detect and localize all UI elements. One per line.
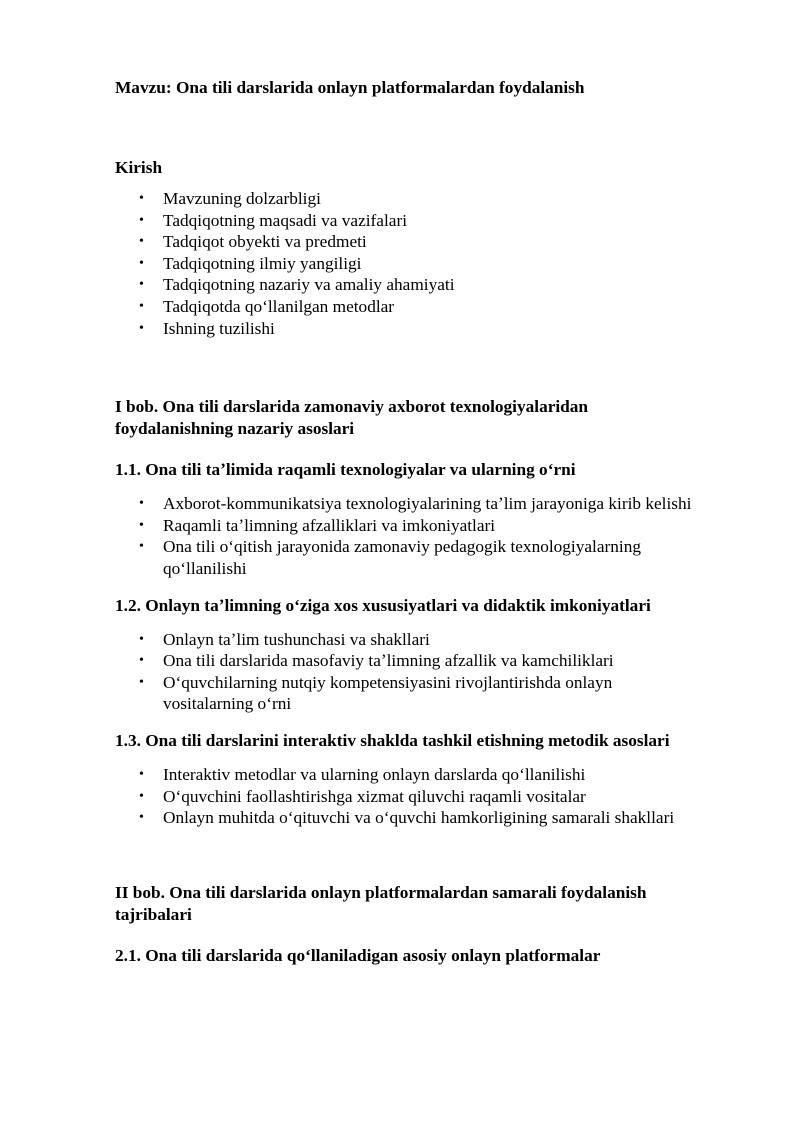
bullet-icon: •	[139, 517, 144, 533]
bullet-icon: •	[139, 298, 144, 314]
list-item: • Oʻquvchini faollashtirishga xizmat qiluvchi raqamli vositalar	[139, 786, 586, 806]
list-item: • Ona tili darslarida masofaviy taʼlimning afzallik va kamchiliklari	[139, 651, 614, 671]
list-item: • Ishning tuzilishi	[139, 318, 275, 338]
list-item: • Mavzuning dolzarbligi	[139, 189, 321, 208]
bullet-icon: •	[139, 539, 144, 555]
section-1-2-list	[115, 629, 745, 715]
bullet-icon: •	[139, 810, 144, 826]
list-item: • Tadqiqotning ilmiy yangiligi	[139, 253, 362, 273]
bullet-icon: •	[139, 496, 144, 512]
list-item: • Onlayn taʼlim tushunchasi va shakllari	[139, 629, 430, 649]
bullet-icon: •	[139, 191, 144, 206]
chapter2-heading-line2: tajribalari	[115, 904, 192, 924]
list-item: • Tadqiqotning maqsadi va vazifalari	[139, 210, 408, 230]
section-1-3-list	[115, 764, 745, 829]
section-1-3-heading: 1.3. Ona tili darslarini interaktiv shaklda tashkil etishning metodik asoslari	[115, 730, 670, 750]
intro-list	[115, 188, 745, 339]
bullet-icon: •	[139, 320, 144, 336]
section-1-2-heading: 1.2. Onlayn taʼlimning oʻziga xos xususiyatlari va didaktik imkoniyatlari	[115, 595, 651, 615]
bullet-icon: •	[139, 631, 144, 647]
list-item: • Axborot-kommunikatsiya texnologiyalarining taʼlim jarayoniga kirib kelishi	[139, 494, 692, 514]
list-item: • Tadqiqotda qoʻllanilgan metodlar	[139, 296, 395, 316]
chapter1-heading	[115, 396, 745, 440]
document-topic: Mavzu: Ona tili darslarida onlayn platformalardan foydalanish	[115, 78, 585, 97]
document-page	[115, 77, 745, 967]
bullet-icon: •	[139, 766, 144, 782]
bullet-icon: •	[139, 255, 144, 271]
chapter1-heading-line2: foydalanishning nazariy asoslari	[115, 419, 355, 439]
section-1-1-heading: 1.1. Ona tili taʼlimida raqamli texnologiyalar va ularning oʻrni	[115, 460, 576, 480]
list-item: • Oʻquvchilarning nutqiy kompetensiyasini rivojlantirishda onlayn vositalarning oʻrni	[139, 672, 613, 714]
section-2-1-heading: 2.1. Ona tili darslarida qoʻllaniladigan asosiy onlayn platformalar	[115, 945, 601, 965]
list-item: • Interaktiv metodlar va ularning onlayn darslarda qoʻllanilishi	[139, 764, 586, 784]
chapter2-heading-line1: II bob. Ona tili darslarida onlayn platformalardan samarali foydalanish	[115, 882, 647, 902]
bullet-icon: •	[139, 277, 144, 293]
chapter2-heading	[115, 882, 745, 926]
intro-heading: Kirish	[115, 158, 163, 177]
bullet-icon: •	[139, 788, 144, 804]
section-1-1-list	[115, 493, 745, 579]
bullet-icon: •	[139, 653, 144, 669]
list-item: • Tadqiqotning nazariy va amaliy ahamiyati	[139, 275, 455, 295]
bullet-icon: •	[139, 212, 144, 228]
bullet-icon: •	[139, 234, 144, 250]
bullet-icon: •	[139, 674, 144, 690]
list-item: • Raqamli taʼlimning afzalliklari va imkoniyatlari	[139, 515, 496, 535]
list-item: • Ona tili oʻqitish jarayonida zamonaviy pedagogik texnologiyalarning qoʻllanilishi	[139, 537, 641, 578]
list-item: • Tadqiqot obyekti va predmeti	[139, 232, 367, 252]
list-item: • Onlayn muhitda oʻqituvchi va oʻquvchi hamkorligining samarali shakllari	[139, 808, 675, 828]
chapter1-heading-line1: I bob. Ona tili darslarida zamonaviy axborot texnologiyalaridan	[115, 397, 589, 417]
